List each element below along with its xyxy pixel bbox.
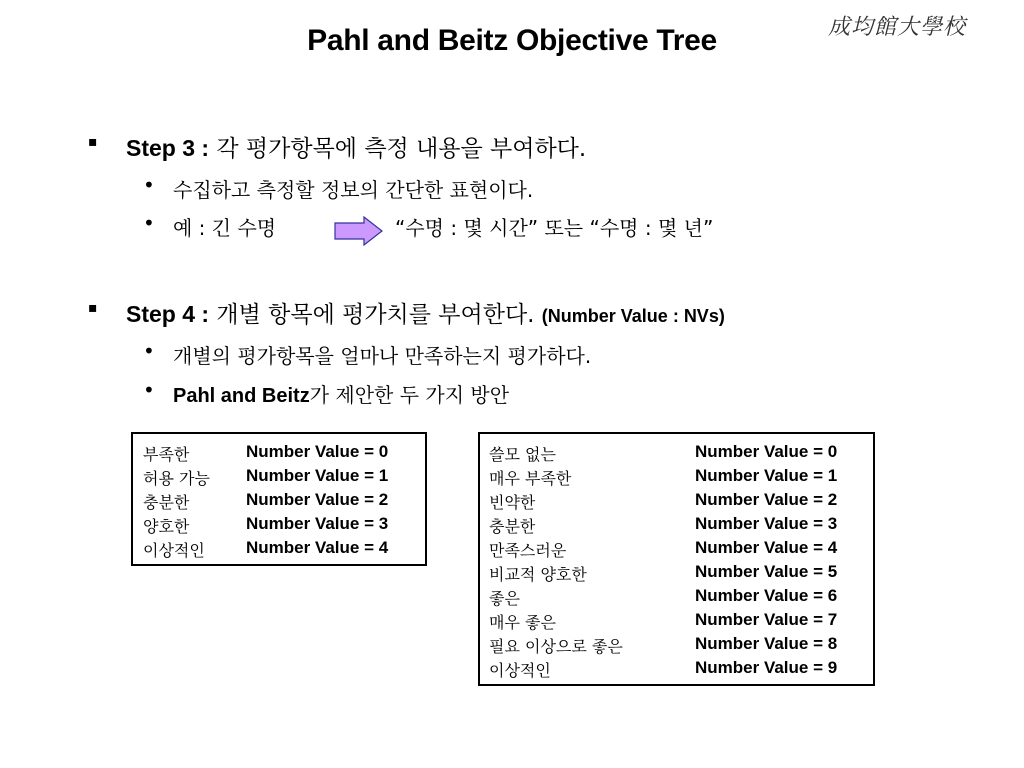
rating-label: 좋은 [489, 589, 520, 608]
number-value: Number Value = 8 [695, 634, 838, 653]
slide-title: Pahl and Beitz Objective Tree [307, 24, 717, 57]
square-bullet-icon: ▪ [88, 300, 98, 316]
rating-label: 만족스러운 [489, 541, 567, 560]
number-value: Number Value = 0 [246, 442, 389, 461]
dot-bullet-icon: • [143, 173, 155, 197]
square-bullet-icon: ▪ [88, 134, 98, 150]
rating-label: 부족한 [143, 445, 190, 464]
number-value: Number Value = 1 [246, 466, 389, 485]
rating-label: 충분한 [143, 493, 190, 512]
dot-bullet-icon: • [143, 378, 155, 402]
number-value: Number Value = 3 [246, 514, 389, 533]
step4-note: (Number Value : NVs) [541, 306, 725, 326]
rating-label: 충분한 [489, 517, 536, 536]
number-value: Number Value = 4 [246, 538, 389, 557]
step3-item-2-text: 예 : 긴 수명 [173, 216, 277, 240]
rating-label: 이상적인 [143, 541, 205, 560]
step4-item-2-bold: Pahl and Beitz [173, 385, 310, 407]
rating-label: 쓸모 없는 [489, 445, 556, 464]
number-value: Number Value = 6 [695, 586, 838, 605]
number-value: Number Value = 0 [695, 442, 838, 461]
right-arrow-icon [334, 216, 384, 246]
number-value: Number Value = 2 [695, 490, 838, 509]
number-value: Number Value = 7 [695, 610, 838, 629]
number-value: Number Value = 5 [695, 562, 838, 581]
step4-text: 개별 항목에 평가치를 부여한다. [209, 302, 535, 328]
number-value: Number Value = 1 [695, 466, 838, 485]
step3-example-result: “수명 : 몇 시간” 또는 “수명 : 몇 년” [395, 216, 714, 240]
step4-item-1-text: 개별의 평가항목을 얼마나 만족하는지 평가하다. [173, 344, 592, 368]
university-logo: 成均館大學校 [828, 15, 967, 40]
rating-label: 빈약한 [489, 493, 536, 512]
step3-label: Step 3 : [126, 135, 210, 161]
number-value: Number Value = 4 [695, 538, 838, 557]
dot-bullet-icon: • [143, 339, 155, 363]
number-value: Number Value = 2 [246, 490, 389, 509]
step3-text: 각 평가항목에 측정 내용을 부여하다. [209, 136, 587, 162]
rating-label: 양호한 [143, 517, 190, 536]
rating-label: 이상적인 [489, 661, 551, 680]
rating-label: 매우 좋은 [489, 613, 556, 632]
ten-level-value-table [478, 432, 875, 686]
rating-label: 비교적 양호한 [489, 565, 587, 584]
rating-label: 허용 가능 [143, 469, 210, 488]
rating-label: 필요 이상으로 좋은 [489, 637, 623, 656]
step3-item-1-text: 수집하고 측정할 정보의 간단한 표현이다. [173, 178, 534, 202]
dot-bullet-icon: • [143, 211, 155, 235]
step4-label: Step 4 : [126, 301, 210, 327]
five-level-value-table [131, 432, 427, 566]
step4-item-2-rest: 가 제안한 두 가지 방안 [309, 383, 510, 407]
number-value: Number Value = 9 [695, 658, 838, 677]
number-value: Number Value = 3 [695, 514, 838, 533]
rating-label: 매우 부족한 [489, 469, 572, 488]
